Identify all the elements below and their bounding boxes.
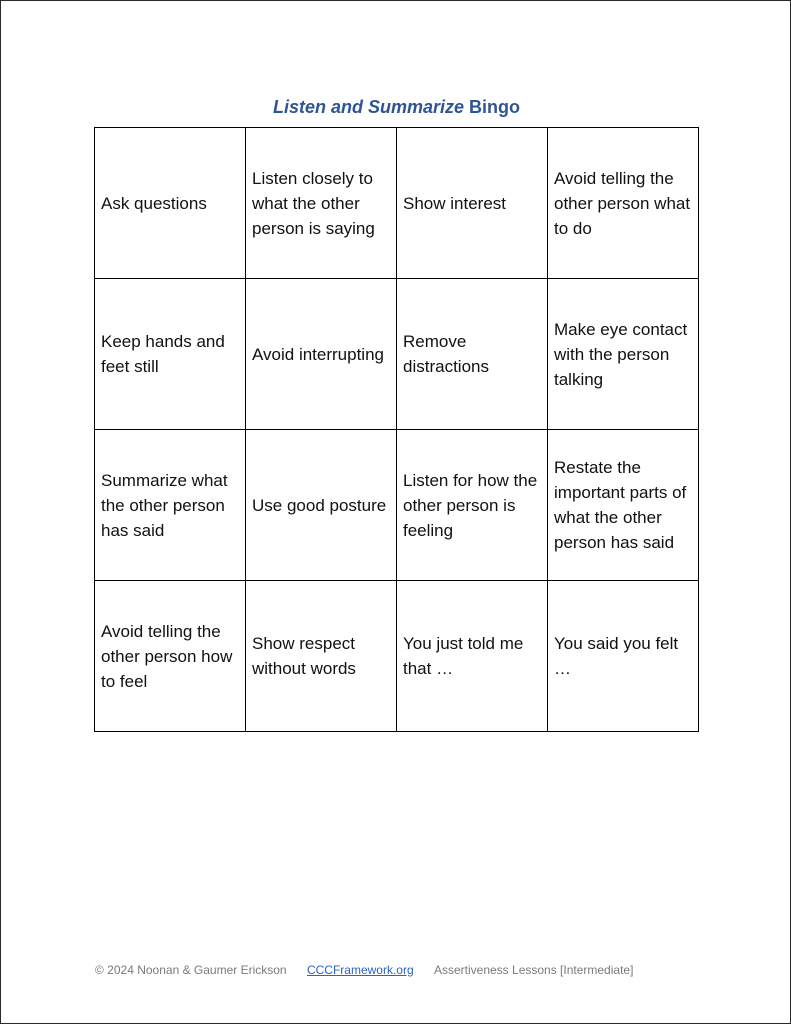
bingo-cell: Listen closely to what the other person is saying: [246, 128, 397, 279]
bingo-cell: Remove distractions: [397, 279, 548, 430]
bingo-cell: Listen for how the other person is feeling: [397, 430, 548, 581]
bingo-cell: Show interest: [397, 128, 548, 279]
bingo-cell: You just told me that …: [397, 581, 548, 732]
copyright-text: © 2024 Noonan & Gaumer Erickson: [95, 963, 287, 977]
lesson-label: Assertiveness Lessons [Intermediate]: [433, 963, 634, 977]
bingo-cell: You said you felt …: [548, 581, 699, 732]
bingo-cell: Make eye contact with the person talking: [548, 279, 699, 430]
bingo-row: [95, 430, 699, 581]
bingo-cell: Show respect without words: [246, 581, 397, 732]
bingo-cell: Avoid telling the other person what to do: [548, 128, 699, 279]
bingo-row: [95, 279, 699, 430]
page-title: [1, 96, 791, 118]
bingo-cell: Use good posture: [246, 430, 397, 581]
bingo-row: [95, 581, 699, 732]
bingo-cell: Summarize what the other person has said: [95, 430, 246, 581]
title-rest: Bingo: [464, 97, 521, 117]
bingo-cell: Avoid telling the other person how to feel: [95, 581, 246, 732]
bingo-cell: Keep hands and feet still: [95, 279, 246, 430]
bingo-cell: Restate the important parts of what the other person has said: [548, 430, 699, 581]
bingo-cell: Avoid interrupting: [246, 279, 397, 430]
page-footer: [95, 963, 633, 977]
bingo-grid: [94, 127, 699, 732]
bingo-cell: Ask questions: [95, 128, 246, 279]
framework-link[interactable]: CCCFramework.org: [306, 963, 414, 977]
bingo-row: [95, 128, 699, 279]
title-italic: Listen and Summarize: [272, 97, 465, 117]
